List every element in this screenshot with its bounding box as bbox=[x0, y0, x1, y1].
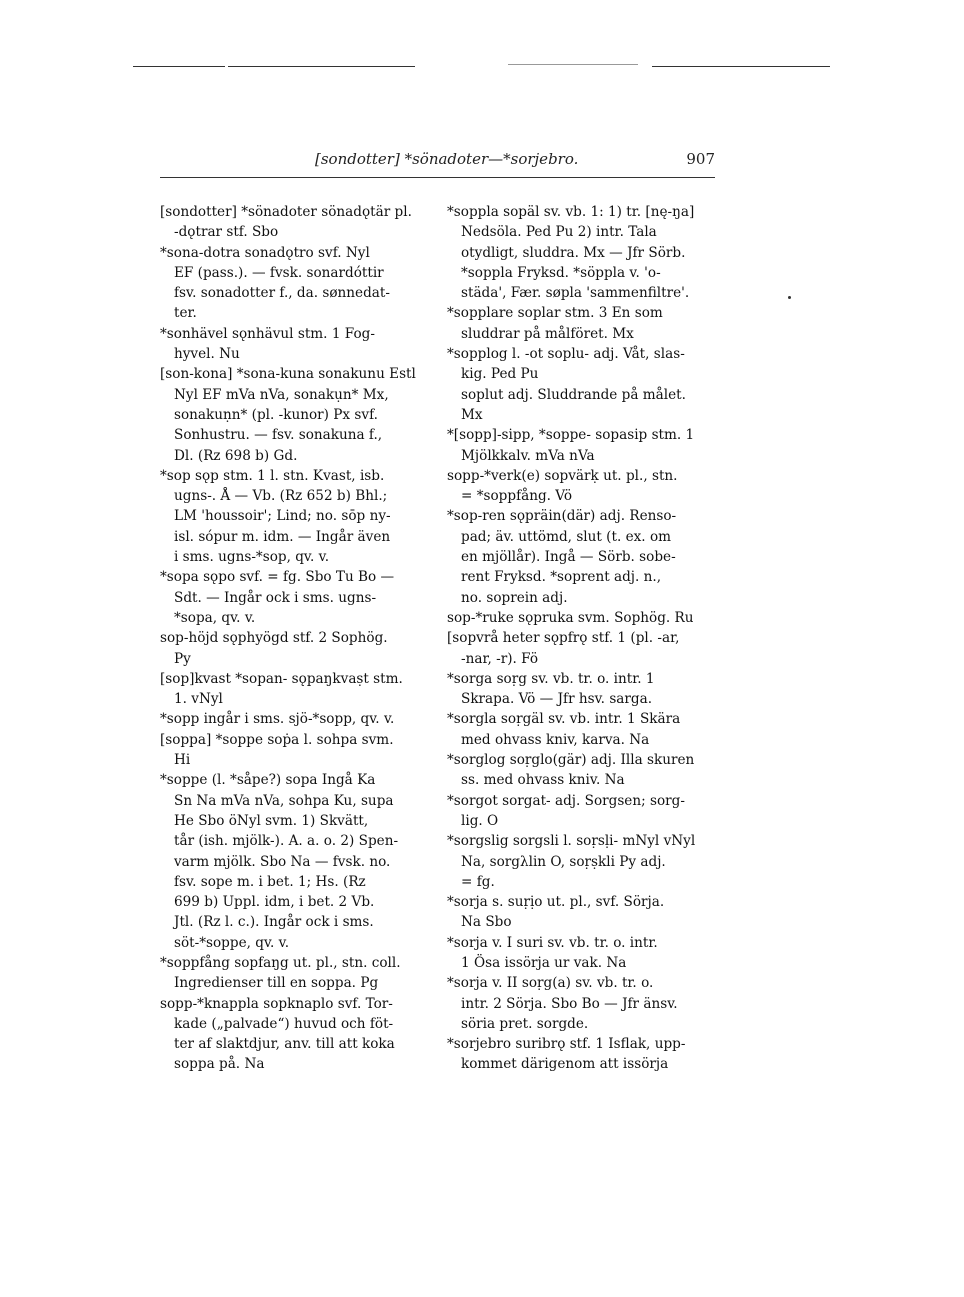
dictionary-line: Sdt. — Ingår ock i sms. ugns- bbox=[174, 589, 377, 606]
dictionary-line: *soppla Fryksd. *söppla v. 'o- bbox=[461, 264, 661, 281]
dictionary-line: *sopa sǫpo svf. = fg. Sbo Tu Bo — bbox=[160, 569, 395, 586]
dictionary-line: sop-*ruke sǫpruka svm. Sophög. Ru bbox=[447, 609, 694, 626]
header-title: [sondotter] *sönadoter—*sorjebro. bbox=[315, 150, 579, 168]
dictionary-line: *sonhävel sǫnhävul stm. 1 Fog- bbox=[160, 325, 375, 342]
dictionary-line: soppa på. Na bbox=[174, 1056, 265, 1073]
dictionary-line: sopp-*knappla sopknaplo svf. Tor- bbox=[160, 995, 393, 1012]
dictionary-line: ugns-. Å — Vb. (Rz 652 b) Bhl.; bbox=[174, 488, 388, 505]
dictionary-line: [soppa] *soppe soṗa l. sohpa svm. bbox=[160, 731, 394, 748]
dictionary-line: hyvel. Nu bbox=[174, 346, 240, 363]
dictionary-line: Jtl. (Rz l. c.). Ingår ock i sms. bbox=[174, 914, 374, 931]
dictionary-line: städa', Fær. søpla 'sammenfiltre'. bbox=[461, 285, 690, 302]
dictionary-line: *sopp ingår i sms. sjö-*sopp, qv. v. bbox=[160, 711, 395, 728]
dictionary-line: fsv. sonadotter f., da. sønnedat- bbox=[174, 285, 390, 302]
dictionary-line: *sopplare soplar stm. 3 En som bbox=[447, 305, 663, 322]
dictionary-line: *sona-dotra sonadǫtro svf. Nyl bbox=[160, 244, 370, 261]
dictionary-line: *sop-ren sǫpräin(där) adj. Renso- bbox=[447, 508, 677, 525]
dictionary-line: Skrapa. Vö — Jfr hsv. sarga. bbox=[461, 691, 653, 708]
dictionary-line: soplut adj. Sluddrande på målet. bbox=[461, 386, 686, 403]
top-scan-rule-1 bbox=[133, 66, 225, 67]
top-scan-rule-3 bbox=[508, 64, 638, 65]
dictionary-line: [sop]kvast *sopan- sǫpaŋkvaṣt stm. bbox=[160, 670, 403, 687]
header-rule bbox=[160, 177, 715, 178]
dictionary-line: Sn Na mVa nVa, sohpa Ku, supa bbox=[174, 792, 394, 809]
dictionary-line: Py bbox=[174, 650, 191, 667]
dictionary-line: ter af slaktdjur, anv. till att koka bbox=[174, 1036, 395, 1053]
dictionary-line: otydligt, sluddra. Mx — Jfr Sörb. bbox=[461, 244, 686, 261]
dictionary-line: *sorgot sorgat- adj. Sorgsen; sorg- bbox=[447, 792, 685, 809]
dictionary-line: intr. 2 Sörja. Sbo Bo — Jfr änsv. bbox=[461, 995, 678, 1012]
dictionary-line: sonakuṇn* (pl. -kunor) Px svf. bbox=[174, 406, 378, 423]
dictionary-line: LM 'houssoir'; Lind; no. sōp ny- bbox=[174, 508, 391, 525]
left-column bbox=[160, 202, 430, 1075]
dictionary-line: isl. sópur m. idm. — Ingår även bbox=[174, 528, 391, 545]
dictionary-line: *sorja s. suṛịo ut. pl., svf. Sörja. bbox=[447, 894, 665, 911]
dictionary-line: Sonhustru. — fsv. sonakuna f., bbox=[174, 427, 383, 444]
dictionary-line: pad; äv. uttömd, slut (t. ex. om bbox=[461, 528, 672, 545]
top-scan-rule-4 bbox=[652, 66, 830, 67]
dictionary-line: *sorja v. I suri sv. vb. tr. o. intr. bbox=[447, 934, 658, 951]
dictionary-line: Mx bbox=[461, 406, 483, 423]
dictionary-line: med ohvass kniv, karva. Na bbox=[461, 731, 650, 748]
dictionary-line: söria pret. sorgde. bbox=[461, 1015, 589, 1032]
page-number: 907 bbox=[686, 150, 715, 168]
dictionary-line: ss. med ohvass kniv. Na bbox=[461, 772, 625, 789]
dictionary-line: Mjölkkalv. mVa nVa bbox=[461, 447, 595, 464]
dictionary-line: *[sopp]-sipp, *soppe- sopasip stm. 1 bbox=[447, 427, 695, 444]
dictionary-line: kig. Ped Pu bbox=[461, 366, 539, 383]
dictionary-line: Dl. (Rz 698 b) Gd. bbox=[174, 447, 298, 464]
dictionary-line: -nar, -r). Fö bbox=[461, 650, 539, 667]
right-column bbox=[447, 202, 717, 1075]
dictionary-line: Na Sbo bbox=[461, 914, 512, 931]
dictionary-line: [sondotter] *sönadoter sönadǫtär pl. bbox=[160, 204, 412, 220]
dictionary-line: Ingredienser till en soppa. Pg bbox=[174, 975, 379, 992]
dictionary-line: Hi bbox=[174, 752, 191, 769]
dictionary-line: no. soprein adj. bbox=[461, 589, 568, 606]
dictionary-line: Na, sorgλlin O, soṛṣkli Py adj. bbox=[461, 853, 666, 870]
dictionary-line: = *soppfång. Vö bbox=[461, 488, 573, 505]
dictionary-line: 699 b) Uppl. idm, i bet. 2 Vb. bbox=[174, 894, 375, 911]
dictionary-line: fsv. sope m. i bet. 1; Hs. (Rz bbox=[174, 873, 366, 890]
dictionary-line: [sopvrå heter sǫpfrǫ stf. 1 (pl. -ar, bbox=[447, 630, 680, 647]
dictionary-line: *sop sǫp stm. 1 l. stn. Kvast, isb. bbox=[160, 467, 385, 484]
dictionary-line: sop-höjd sǫphyögd stf. 2 Sophög. bbox=[160, 630, 388, 647]
dictionary-line: = fg. bbox=[461, 873, 495, 890]
dictionary-line: [son-kona] *sona-kuna sonakunu Estl bbox=[160, 366, 416, 383]
dictionary-line: sopp-*verk(e) sopvärḳ ut. pl., stn. bbox=[447, 467, 678, 484]
dictionary-line: Nyl EF mVa nVa, sonakụn* Mx, bbox=[174, 386, 389, 403]
dictionary-line: lig. O bbox=[461, 812, 499, 829]
dictionary-line: kade („palvade“) huvud och föt- bbox=[174, 1015, 394, 1032]
top-scan-rule-2 bbox=[228, 66, 415, 67]
dictionary-line: *sopa, qv. v. bbox=[174, 609, 256, 626]
dictionary-line: Nedsöla. Ped Pu 2) intr. Tala bbox=[461, 224, 657, 241]
dictionary-line: *soppfång sopfaŋg ut. pl., stn. coll. bbox=[160, 954, 401, 971]
dictionary-line: rent Fryksd. *soprent adj. n., bbox=[461, 569, 662, 586]
dictionary-line: *sorjebro suribrǫ stf. 1 Isflak, upp- bbox=[447, 1036, 686, 1053]
dictionary-line: *sorga soṛg sv. vb. tr. o. intr. 1 bbox=[447, 670, 655, 687]
dictionary-line: *sopplog l. -ot soplu- adj. Våt, slas- bbox=[447, 346, 685, 363]
dictionary-line: *sorgla soṛgäl sv. vb. intr. 1 Skära bbox=[447, 711, 681, 728]
dictionary-line: varm mjölk. Sbo Na — fvsk. no. bbox=[174, 853, 391, 870]
dictionary-line: He Sbo öNyl svm. 1) Skvätt, bbox=[174, 812, 369, 829]
dictionary-line: *sorja v. II soṛg(a) sv. vb. tr. o. bbox=[447, 975, 654, 992]
dictionary-line: ter. bbox=[174, 305, 197, 322]
dictionary-line: *sorglog soṛglo(gär) adj. Illa skuren bbox=[447, 752, 695, 769]
dictionary-line: *sorgslig sorgsli l. soṛsḷi- mNyl vNyl bbox=[447, 833, 696, 850]
dictionary-line: *soppe (l. *såpe?) sopa Ingå Ka bbox=[160, 772, 376, 789]
dictionary-line: söt-*soppe, qv. v. bbox=[174, 934, 290, 951]
dictionary-line: en mjöllår). Ingå — Sörb. sobe- bbox=[461, 549, 676, 566]
dictionary-line: 1. vNyl bbox=[174, 691, 223, 708]
dictionary-line: i sms. ugns-*sop, qv. v. bbox=[174, 549, 330, 566]
dictionary-line: kommet därigenom att issörja bbox=[461, 1056, 669, 1073]
dictionary-line: *soppla sopäl sv. vb. 1: 1) tr. [nę-ŋa] bbox=[447, 204, 695, 220]
dictionary-line: tår (ish. mjölk-). A. a. o. 2) Spen- bbox=[174, 833, 399, 850]
dictionary-line: EF (pass.). — fvsk. sonardóttir bbox=[174, 264, 384, 281]
dictionary-line: 1 Ösa issörja ur vak. Na bbox=[461, 954, 627, 971]
dictionary-line: sluddrar på målföret. Mx bbox=[461, 325, 634, 342]
margin-speck bbox=[788, 296, 791, 299]
dictionary-line: -dǫtrar stf. Sbo bbox=[174, 224, 279, 241]
